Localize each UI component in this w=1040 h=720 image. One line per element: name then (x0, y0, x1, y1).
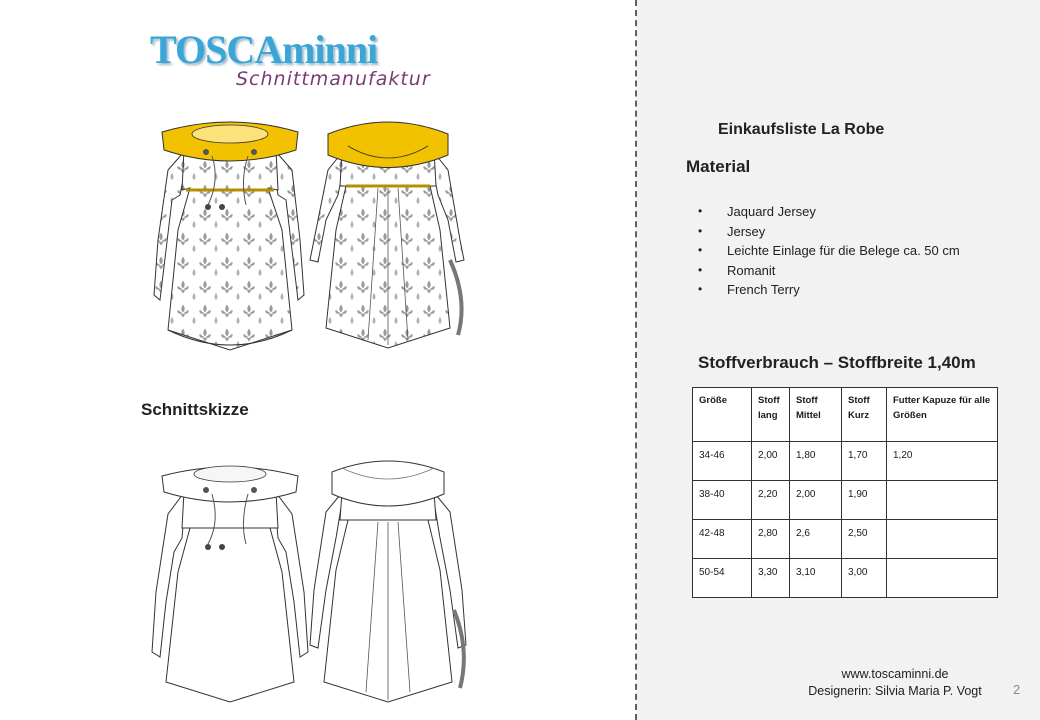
material-heading: Material (686, 157, 751, 176)
shopping-list-title: Einkaufsliste La Robe (718, 121, 885, 138)
page-number: 2 (1013, 682, 1021, 697)
dress-front-colored (150, 110, 310, 365)
table-cell: 3,00 (842, 559, 887, 598)
fabric-consumption-title: Stoffverbrauch – Stoffbreite 1,40m (698, 353, 976, 372)
table-cell: 2,00 (790, 481, 842, 520)
table-cell (887, 520, 998, 559)
list-item: • Leichte Einlage für die Belege ca. 50 cm (698, 241, 960, 261)
table-cell (887, 481, 998, 520)
logo-sub-text: Schnittmanufaktur (236, 68, 431, 90)
website-link[interactable]: www.toscaminni.de (841, 667, 949, 681)
list-item: • Romanit (698, 261, 960, 281)
dress-front-outline (150, 452, 310, 712)
material-list (698, 202, 960, 300)
table-cell: 1,20 (887, 442, 998, 481)
sketch-heading: Schnittskizze (141, 400, 249, 419)
fabric-consumption-table (692, 387, 998, 598)
list-item: • Jaquard Jersey (698, 202, 960, 222)
table-cell: 2,6 (790, 520, 842, 559)
table-row (693, 559, 998, 598)
header-long: Stoff lang (752, 388, 790, 442)
table-cell: 3,10 (790, 559, 842, 598)
dress-back-outline (308, 450, 468, 712)
header-short: Stoff Kurz (842, 388, 887, 442)
table-cell (887, 559, 998, 598)
dress-back-colored (308, 110, 468, 360)
table-cell: 34-46 (693, 442, 752, 481)
table-cell: 3,30 (752, 559, 790, 598)
table-cell: 42-48 (693, 520, 752, 559)
logo-main-text: TOSCAminni (150, 27, 378, 72)
table-row (693, 442, 998, 481)
list-item: • French Terry (698, 280, 960, 300)
table-cell: 2,20 (752, 481, 790, 520)
list-item: • Jersey (698, 222, 960, 242)
brand-logo (150, 28, 450, 98)
table-row (693, 481, 998, 520)
table-cell: 2,00 (752, 442, 790, 481)
table-cell: 50-54 (693, 559, 752, 598)
table-row (693, 520, 998, 559)
table-cell: 2,50 (842, 520, 887, 559)
table-cell: 2,80 (752, 520, 790, 559)
table-cell: 1,80 (790, 442, 842, 481)
designer-credit: Designerin: Silvia Maria P. Vogt (808, 684, 982, 698)
table-cell: 38-40 (693, 481, 752, 520)
table-cell: 1,90 (842, 481, 887, 520)
table-cell: 1,70 (842, 442, 887, 481)
header-medium: Stoff Mittel (790, 388, 842, 442)
table-header-row (693, 388, 998, 442)
header-size: Größe (693, 388, 752, 442)
footer (780, 666, 1010, 700)
page-divider (635, 0, 637, 720)
header-hood-lining: Futter Kapuze für alle Größen (887, 388, 998, 442)
